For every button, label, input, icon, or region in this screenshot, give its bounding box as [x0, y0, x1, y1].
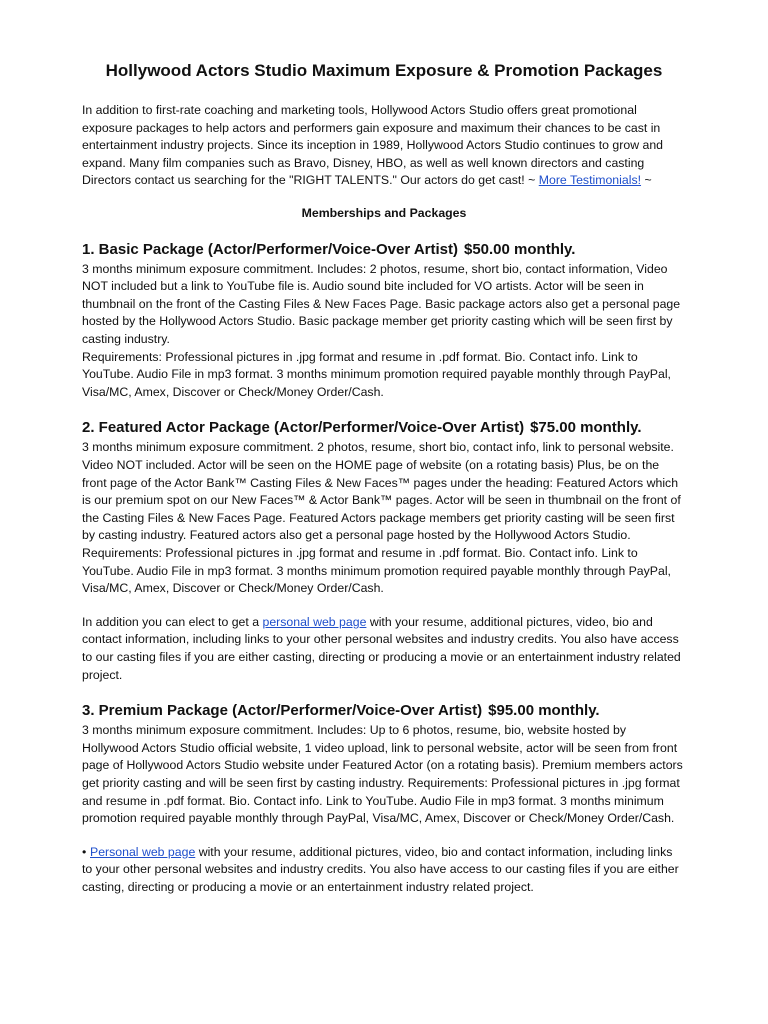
package-heading: [82, 417, 686, 439]
package-heading: [82, 239, 686, 261]
package-name: 1. Basic Package (Actor/Performer/Voice-Over Artist): [82, 240, 458, 258]
package-description: 3 months minimum exposure commitment. Includes: Up to 6 photos, resume, bio, website hosted by Hollywood Actors Studio official website, 1 video upload, link to personal website, actor will be seen from front page of Hollywood Actors Studio website under Featured Actor (on a rotating basis). Premium members actors get priority casting and will be seen first by casting industry. Requirements: Professional pictures in .jpg format and resume in .pdf format. Bio. Contact info. Link to YouTube. Audio File in mp3 format. 3 months minimum promotion required payable monthly through PayPal, Visa/MC, Amex, Discover or Check/Money Order/Cash.: [82, 723, 683, 826]
package-price: $50.00 monthly.: [463, 240, 576, 258]
memberships-subheading: Memberships and Packages: [301, 206, 467, 221]
package-basic: [82, 239, 686, 402]
package-description: 3 months minimum exposure commitment. Includes: 2 photos, resume, short bio, contact information, Video NOT included but a link to YouTube file is. Audio sound bite included for VO artists. Actor will be seen in thumbnail on the front of the Casting Files & New Faces Page. Basic package actors also get a personal page hosted by the Hollywood Actors Studio. Basic package member get priority casting which will be seen first by casting industry.: [82, 261, 681, 347]
package-description: 3 months minimum exposure commitment. 2 photos, resume, short bio, contact info, link to personal website. Video NOT included. Actor will be seen on the HOME page of website (on a rotating basis) Plus, be on the front page of the Actor Bank™ Casting Files & New Faces™ pages under the heading: Featured Actors which is our premium spot on our New Faces™ & Actor Bank™ pages. Actor will be seen in thumbnail on the front of the Casting Files & New Faces Page. Featured Actors package members get priority casting will be seen first by casting industry. Featured actors also get a personal page hosted by the Hollywood Actors Studio.: [82, 440, 681, 543]
addon-text: [82, 614, 686, 684]
package-featured: [82, 417, 686, 597]
addon-paragraph: [82, 614, 686, 684]
page-title: Hollywood Actors Studio Maximum Exposure & Promotion Packages: [105, 61, 663, 80]
bullet-text: [82, 844, 686, 897]
package-name: 2. Featured Actor Package (Actor/Performer/Voice-Over Artist): [82, 419, 525, 437]
package-requirements: Requirements: Professional pictures in .jpg format and resume in .pdf format. Bio. Contact info. Link to YouTube. Audio File in mp3 format. 3 months minimum promotion required payable monthly through PayPal, Visa/MC, Amex, Discover or Check/Money Order/Cash.: [82, 349, 671, 399]
package-name: 3. Premium Package (Actor/Performer/Voice-Over Artist): [82, 702, 483, 720]
personal-web-page-bullet-link[interactable]: Personal web page: [90, 844, 196, 859]
bullet-suffix: with your resume, additional pictures, video, bio and contact information, including links to your other personal websites and industry credits. You also have access to our casting files if you are either casting, directing or producing a movie or an entertainment industry related project.: [82, 844, 679, 894]
addon-suffix: with your resume, additional pictures, video, bio and contact information, including links to your other personal websites and industry credits. You also have access to our casting files if you are either casting, directing or producing a movie or an entertainment industry related project.: [82, 614, 681, 682]
personal-web-page-link[interactable]: personal web page: [262, 614, 367, 629]
addon-prefix: In addition you can elect to get a: [82, 614, 263, 629]
intro-text: In addition to first-rate coaching and marketing tools, Hollywood Actors Studio offers great promotional exposure packages to help actors and performers gain exposure and maximum their chances to be cast in entertainment industry projects. Since its inception in 1989, Hollywood Actors Studio continues to grow and expand. Many film companies such as Bravo, Disney, HBO, as well as well known directors and casting Directors contact us searching for the "RIGHT TALENTS." Our actors do get cast! ~: [82, 103, 664, 188]
package-price: $75.00 monthly.: [530, 419, 642, 437]
package-price: $95.00 monthly.: [488, 702, 600, 720]
bullet-paragraph: [82, 844, 686, 897]
bullet-icon: •: [82, 844, 87, 859]
intro-paragraph: [82, 102, 686, 190]
more-testimonials-link[interactable]: More Testimonials!: [538, 173, 642, 188]
package-premium: [82, 700, 686, 828]
package-requirements: Requirements: Professional pictures in .jpg format and resume in .pdf format. Bio. Contact info. Link to YouTube. Audio File in mp3 format. 3 months minimum promotion required payable monthly through PayPal, Visa/MC, Amex, Discover or Check/Money Order/Cash.: [82, 545, 671, 596]
package-heading: [82, 700, 686, 722]
intro-tail: ~: [641, 173, 652, 188]
